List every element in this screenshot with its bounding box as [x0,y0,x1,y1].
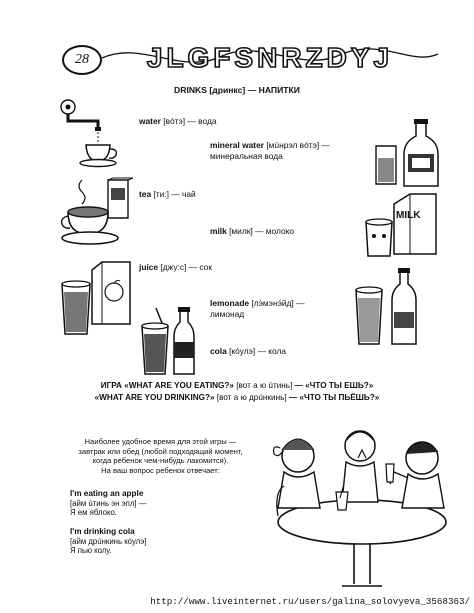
entry-word: water [139,116,161,126]
entry-word: milk [210,226,227,236]
entry-translation: — [321,140,330,150]
decorative-title-banner [102,36,438,80]
entry-water [139,116,217,127]
entry-translation: — кола [257,346,287,356]
entry-word: mineral water [210,140,264,150]
entry-translation: — чай [171,189,196,199]
lemonade-illustration [352,268,424,348]
entry-translation-line2: лимонад [210,308,245,319]
entry-translation: — сок [188,262,213,272]
entry-transcription: [лэ̀мэнэ́йд] [251,298,294,308]
game-heading-line1: ИГРА «WHAT ARE YOU EATING?» [вот а ю úтинь] — «ЧТО ТЫ ЕШЬ?» [100,381,374,390]
decorative-title-letters: JLGFSNRZDYJ [146,42,394,73]
juice-illustration [58,262,136,342]
milk-carton-label: MILK [396,210,421,221]
entry-word: juice [139,262,159,272]
entry-transcription: [джу:с] [160,262,187,272]
entry-milk [210,226,294,237]
entry-word: cola [210,346,227,356]
entry-cola [210,346,286,357]
page-number: 28 [62,45,102,75]
section-title: DRINKS [дринкс] — НАПИТКИ [174,85,300,95]
game-heading-line2: «WHAT ARE YOU DRINKING?» [вот а ю дрúнкинь] — «ЧТО ТЫ ПЬЁШЬ?» [94,393,380,402]
entry-mineral-water [210,140,330,161]
children-at-table-illustration [262,418,462,590]
entry-translation: — [296,298,305,308]
instructions-paragraph: Наиболее удобное время для этой игры — завтрак или обед (любой подходящий момент, когда ребенок чем-нибудь лакомится). На ваш вопрос ребенок отвечает: [78,437,243,475]
tea-illustration [60,178,136,246]
entry-word: lemonade [210,298,250,308]
entry-juice [139,262,212,273]
entry-transcription: [милк] [229,226,253,236]
footer-url: http://www.liveinternet.ru/users/galina_solovyeva_3568363/ [150,596,470,607]
example-phrase-cola: I'm drinking cola [айм дрúнкинь кóулэ] Я пью колу. [70,527,147,556]
entry-transcription: [кóулэ] [229,346,256,356]
entry-transcription: [мúнрэл вóтэ] [266,140,320,150]
tap-and-cup-illustration [58,95,130,170]
mineral-water-bottle-illustration [372,118,448,190]
entry-translation-line2: минеральная вода [210,150,283,161]
entry-transcription: [ти:] [153,189,169,199]
cola-illustration [138,306,200,378]
entry-tea [139,189,196,200]
example-phrase-apple: I'm eating an apple [айм úтинь эн эпл] — Я ем яблоко. [70,489,147,518]
entry-translation: — молоко [255,226,295,236]
entry-lemonade [210,298,304,319]
entry-transcription: [вóтэ] [163,116,186,126]
entry-word: tea [139,189,152,199]
milk-carton-and-glass-illustration [360,192,442,260]
entry-translation: — вода [187,116,217,126]
